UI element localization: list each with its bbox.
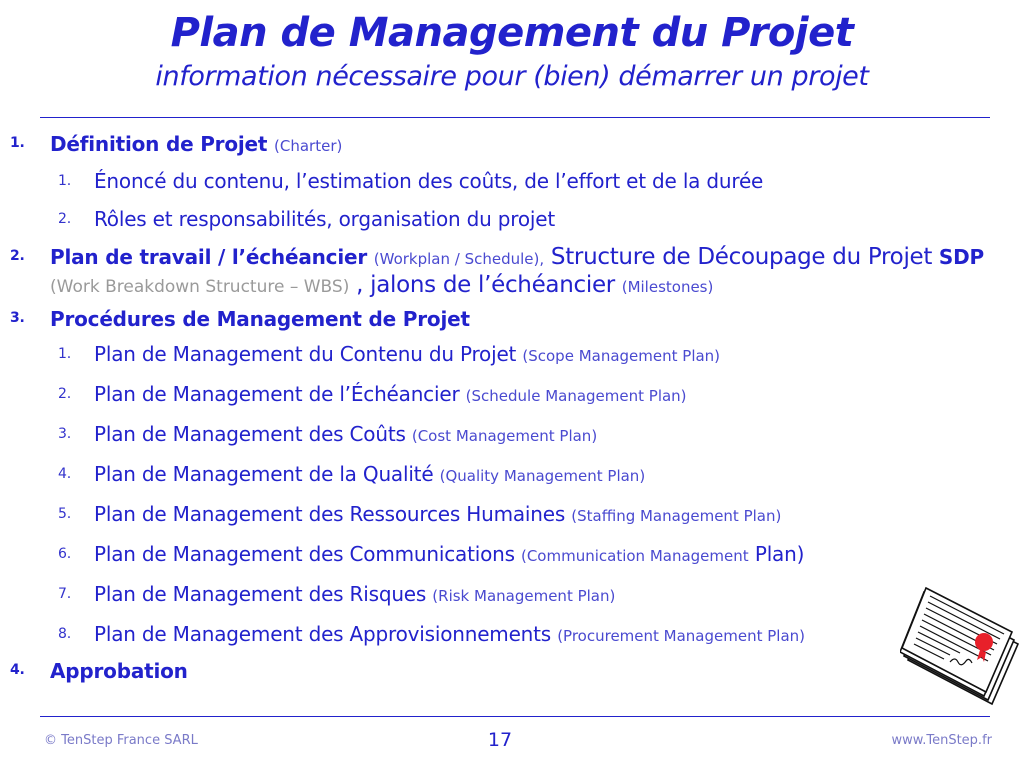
outline-item-2 <box>0 241 1024 303</box>
outline-subitem-3-4 <box>0 455 1024 495</box>
item-label-continued: Structure de Découpage du Projet <box>550 244 933 270</box>
subitem-english-term: (Staffing Management Plan) <box>571 507 782 525</box>
item-english-term-wbs: (Work Breakdown Structure – WBS) <box>50 277 350 297</box>
outline-subitem-3-1 <box>0 335 1024 375</box>
item-acronym: SDP <box>938 245 984 269</box>
outline-item-1 <box>0 128 1024 162</box>
subitem-number: 2. <box>58 386 71 402</box>
item-number: 2. <box>10 248 25 264</box>
subitem-text: Plan de Management des Coûts <box>94 422 406 446</box>
item-label: Plan de travail / l’échéancier <box>50 245 367 269</box>
item-english-term: (Workplan / Schedule), <box>373 250 545 268</box>
subitem-number: 2. <box>58 211 71 227</box>
outline-subitem-3-5 <box>0 495 1024 535</box>
subitem-number: 3. <box>58 426 71 442</box>
outline-item-3 <box>0 303 1024 335</box>
outline-subitem-3-3 <box>0 415 1024 455</box>
item-number: 4. <box>10 662 25 678</box>
item-label: Procédures de Management de Projet <box>50 307 470 331</box>
item-label-milestones: , jalons de l’échéancier <box>356 272 615 298</box>
outline-subitem-1-1 <box>0 162 1024 200</box>
subitem-english-term: (Communication Management <box>520 547 749 565</box>
outline-list <box>0 128 1024 687</box>
item-number: 1. <box>10 135 25 151</box>
subitem-text: Plan de Management des Communications <box>94 542 515 566</box>
subitem-number: 1. <box>58 173 71 189</box>
document-stack-with-seal-icon <box>900 580 1024 710</box>
subitem-text: Plan de Management des Approvisionnements <box>94 622 552 646</box>
footer-divider <box>40 716 990 717</box>
subitem-number: 8. <box>58 626 71 642</box>
subitem-text: Plan de Management de la Qualité <box>94 462 434 486</box>
subitem-english-term-tail: Plan) <box>754 542 805 566</box>
outline-subitem-3-7 <box>0 575 1024 615</box>
item-number: 3. <box>10 310 25 326</box>
subitem-text: Plan de Management des Risques <box>94 582 427 606</box>
outline-subitem-3-8 <box>0 615 1024 655</box>
item-english-term-milestones: (Milestones) <box>621 278 714 296</box>
subitem-number: 1. <box>58 346 71 362</box>
subitem-text: Rôles et responsabilités, organisation du projet <box>94 207 555 231</box>
subitem-english-term: (Schedule Management Plan) <box>465 387 687 405</box>
subitem-text: Plan de Management de l’Échéancier <box>94 382 460 406</box>
subitem-english-term: (Risk Management Plan) <box>432 587 616 605</box>
subitem-number: 4. <box>58 466 71 482</box>
header-divider <box>40 117 990 118</box>
outline-subitem-3-6 <box>0 535 1024 575</box>
subitem-number: 7. <box>58 586 71 602</box>
subitem-text: Plan de Management des Ressources Humaines <box>94 502 566 526</box>
slide-title: Plan de Management du Projet <box>170 10 854 56</box>
subitem-number: 5. <box>58 506 71 522</box>
subitem-english-term: (Procurement Management Plan) <box>557 627 806 645</box>
outline-item-4 <box>0 655 1024 687</box>
subitem-number: 6. <box>58 546 71 562</box>
item-label: Définition de Projet <box>50 132 268 156</box>
outline-subitem-1-2 <box>0 200 1024 238</box>
page-number: 17 <box>487 729 513 751</box>
subitem-text: Énoncé du contenu, l’estimation des coûts, de l’effort et de la durée <box>94 169 764 193</box>
footer-website-link[interactable]: www.TenStep.fr <box>891 733 992 748</box>
item-label: Approbation <box>50 659 188 683</box>
subitem-english-term: (Quality Management Plan) <box>439 467 646 485</box>
footer-copyright: © TenStep France SARL <box>44 733 198 748</box>
subitem-text: Plan de Management du Contenu du Projet <box>94 342 517 366</box>
subitem-english-term: (Cost Management Plan) <box>411 427 598 445</box>
subitem-english-term: (Scope Management Plan) <box>522 347 721 365</box>
item-english-term: (Charter) <box>274 137 343 155</box>
slide-subtitle: information nécessaire pour (bien) démarrer un projet <box>155 61 869 92</box>
outline-subitem-3-2 <box>0 375 1024 415</box>
